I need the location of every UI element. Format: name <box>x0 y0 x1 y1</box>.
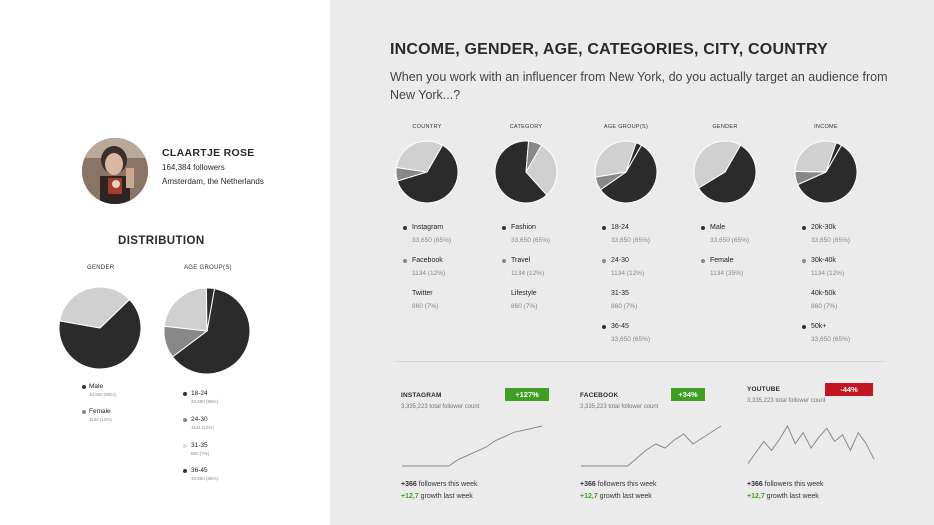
legend-bullet <box>701 259 705 263</box>
dist-age-pie <box>163 287 251 375</box>
legend-label: Male <box>710 224 726 231</box>
channel-name: YOUTUBE <box>747 386 781 393</box>
channel-follower-count: 3,335,223 total follower count <box>747 398 826 404</box>
column-title: INCOME <box>814 124 838 130</box>
legend-label: Lifestyle <box>511 290 537 297</box>
legend-value: 33,650 (65%) <box>511 237 551 244</box>
dist-age-title: AGE GROUP(S) <box>184 265 232 271</box>
legend-value: 33,650 (65%) <box>811 336 851 343</box>
legend-bullet <box>403 226 407 230</box>
legend-value: 33,650 (65%) <box>191 476 219 481</box>
weekly-followers-label: followers this week <box>764 481 824 488</box>
legend-label: 40k-50k <box>811 290 836 297</box>
legend-value: 1134 (12%) <box>89 417 112 422</box>
legend-bullet <box>502 226 506 230</box>
legend-label: 30k-40k <box>811 257 836 264</box>
legend-value: 1134 (35%) <box>710 270 744 277</box>
column-title: GENDER <box>712 124 738 130</box>
legend-value: 1134 (12%) <box>191 425 214 430</box>
weekly-growth <box>401 493 473 500</box>
legend-label: Female <box>710 257 734 264</box>
column-pie <box>794 140 858 204</box>
channel-follower-count: 3,335,223 total follower count <box>580 404 659 410</box>
legend-bullet <box>183 418 187 422</box>
weekly-growth-value: +12,7 <box>580 493 598 500</box>
legend-bullet <box>701 226 705 230</box>
weekly-followers-value: +366 <box>401 481 417 488</box>
legend-value: 33,650 (65%) <box>191 399 219 404</box>
legend-label: Travel <box>511 257 531 264</box>
legend-bullet <box>403 259 407 263</box>
legend-value: 860 (7%) <box>412 303 439 310</box>
legend-value: 33,650 (65%) <box>89 392 117 397</box>
growth-badge: -44% <box>825 383 873 396</box>
page-subtitle: When you work with an influencer from New York, do you actually target an audience from New York...? <box>390 70 888 102</box>
legend-value: 860 (7%) <box>191 451 210 456</box>
legend-label: Twitter <box>412 290 433 297</box>
legend-label: Female <box>89 408 111 415</box>
legend-label: 24-30 <box>611 257 629 264</box>
column-pie <box>594 140 658 204</box>
pie-slice <box>164 288 207 331</box>
column-pie <box>395 140 459 204</box>
legend-label: Facebook <box>412 257 443 264</box>
legend-bullet <box>802 226 806 230</box>
legend-value: 1134 (12%) <box>511 270 545 277</box>
avatar <box>82 138 148 204</box>
column-title: COUNTRY <box>412 124 442 130</box>
legend-value: 33,650 (65%) <box>611 237 651 244</box>
legend-bullet <box>802 259 806 263</box>
legend-label: Fashion <box>511 224 536 231</box>
profile-panel <box>0 0 330 525</box>
weekly-growth <box>747 493 819 500</box>
legend-bullet <box>183 444 187 448</box>
weekly-growth-label: growth last week <box>420 493 473 500</box>
column-title: CATEGORY <box>509 124 543 130</box>
weekly-growth-label: growth last week <box>766 493 819 500</box>
channel-name: INSTAGRAM <box>401 392 442 399</box>
profile-location: Amsterdam, the Netherlands <box>162 177 264 186</box>
weekly-followers <box>747 481 823 488</box>
legend-value: 1134 (12%) <box>811 270 845 277</box>
divider <box>395 361 885 362</box>
weekly-followers <box>401 481 477 488</box>
dist-gender-pie <box>58 286 142 370</box>
legend-bullet <box>82 385 86 389</box>
profile-name: CLAARTJE ROSE <box>162 147 255 159</box>
trend-line <box>402 426 542 466</box>
legend-bullet <box>802 325 806 329</box>
weekly-followers-label: followers this week <box>418 481 478 488</box>
channel-name: FACEBOOK <box>580 392 619 399</box>
legend-value: 860 (7%) <box>611 303 638 310</box>
legend-label: 36-45 <box>611 323 629 330</box>
legend-label: 18-24 <box>611 224 629 231</box>
legend-value: 33,650 (65%) <box>412 237 452 244</box>
legend-bullet <box>502 259 506 263</box>
weekly-followers-value: +366 <box>580 481 596 488</box>
legend-value: 860 (7%) <box>811 303 838 310</box>
trend-chart <box>747 422 875 470</box>
legend-value: 33,650 (65%) <box>710 237 750 244</box>
trend-line <box>581 426 721 466</box>
weekly-growth <box>580 493 652 500</box>
legend-value: 1134 (12%) <box>412 270 446 277</box>
legend-bullet <box>82 410 86 414</box>
weekly-followers <box>580 481 656 488</box>
legend-label: 31-35 <box>191 442 208 449</box>
growth-badge: +127% <box>505 388 549 401</box>
column-title: AGE GROUP(S) <box>603 124 649 130</box>
legend-label: 20k-30k <box>811 224 836 231</box>
channel-follower-count: 3,335,223 total follower count <box>401 404 480 410</box>
weekly-growth-label: growth last week <box>599 493 652 500</box>
legend-label: Instagram <box>412 224 444 231</box>
legend-bullet <box>183 392 187 396</box>
legend-bullet <box>183 469 187 473</box>
legend-label: 31-35 <box>611 290 629 297</box>
distribution-title: DISTRIBUTION <box>118 235 205 247</box>
legend-bullet <box>602 259 606 263</box>
legend-label: 24-30 <box>191 416 208 423</box>
legend-label: 50k+ <box>811 323 827 330</box>
legend-value: 33,650 (65%) <box>611 336 651 343</box>
weekly-growth-value: +12,7 <box>747 493 765 500</box>
weekly-growth-value: +12,7 <box>401 493 419 500</box>
dist-gender-title: GENDER <box>87 265 115 271</box>
legend-bullet <box>602 325 606 329</box>
growth-badge: +34% <box>671 388 705 401</box>
legend-label: 36-45 <box>191 467 208 474</box>
weekly-followers-value: +366 <box>747 481 763 488</box>
legend-bullet <box>602 226 606 230</box>
legend-label: 18-24 <box>191 390 208 397</box>
legend-value: 33,650 (65%) <box>811 237 851 244</box>
column-pie <box>494 140 558 204</box>
page-title: INCOME, GENDER, AGE, CATEGORIES, CITY, COUNTRY <box>390 41 828 58</box>
legend-value: 860 (7%) <box>511 303 538 310</box>
trend-line <box>748 426 874 464</box>
column-pie <box>693 140 757 204</box>
trend-chart <box>580 422 722 468</box>
legend-label: Male <box>89 383 104 390</box>
legend-value: 1134 (12%) <box>611 270 645 277</box>
profile-followers: 164,384 followers <box>162 163 225 172</box>
weekly-followers-label: followers this week <box>597 481 657 488</box>
trend-chart <box>401 422 543 468</box>
